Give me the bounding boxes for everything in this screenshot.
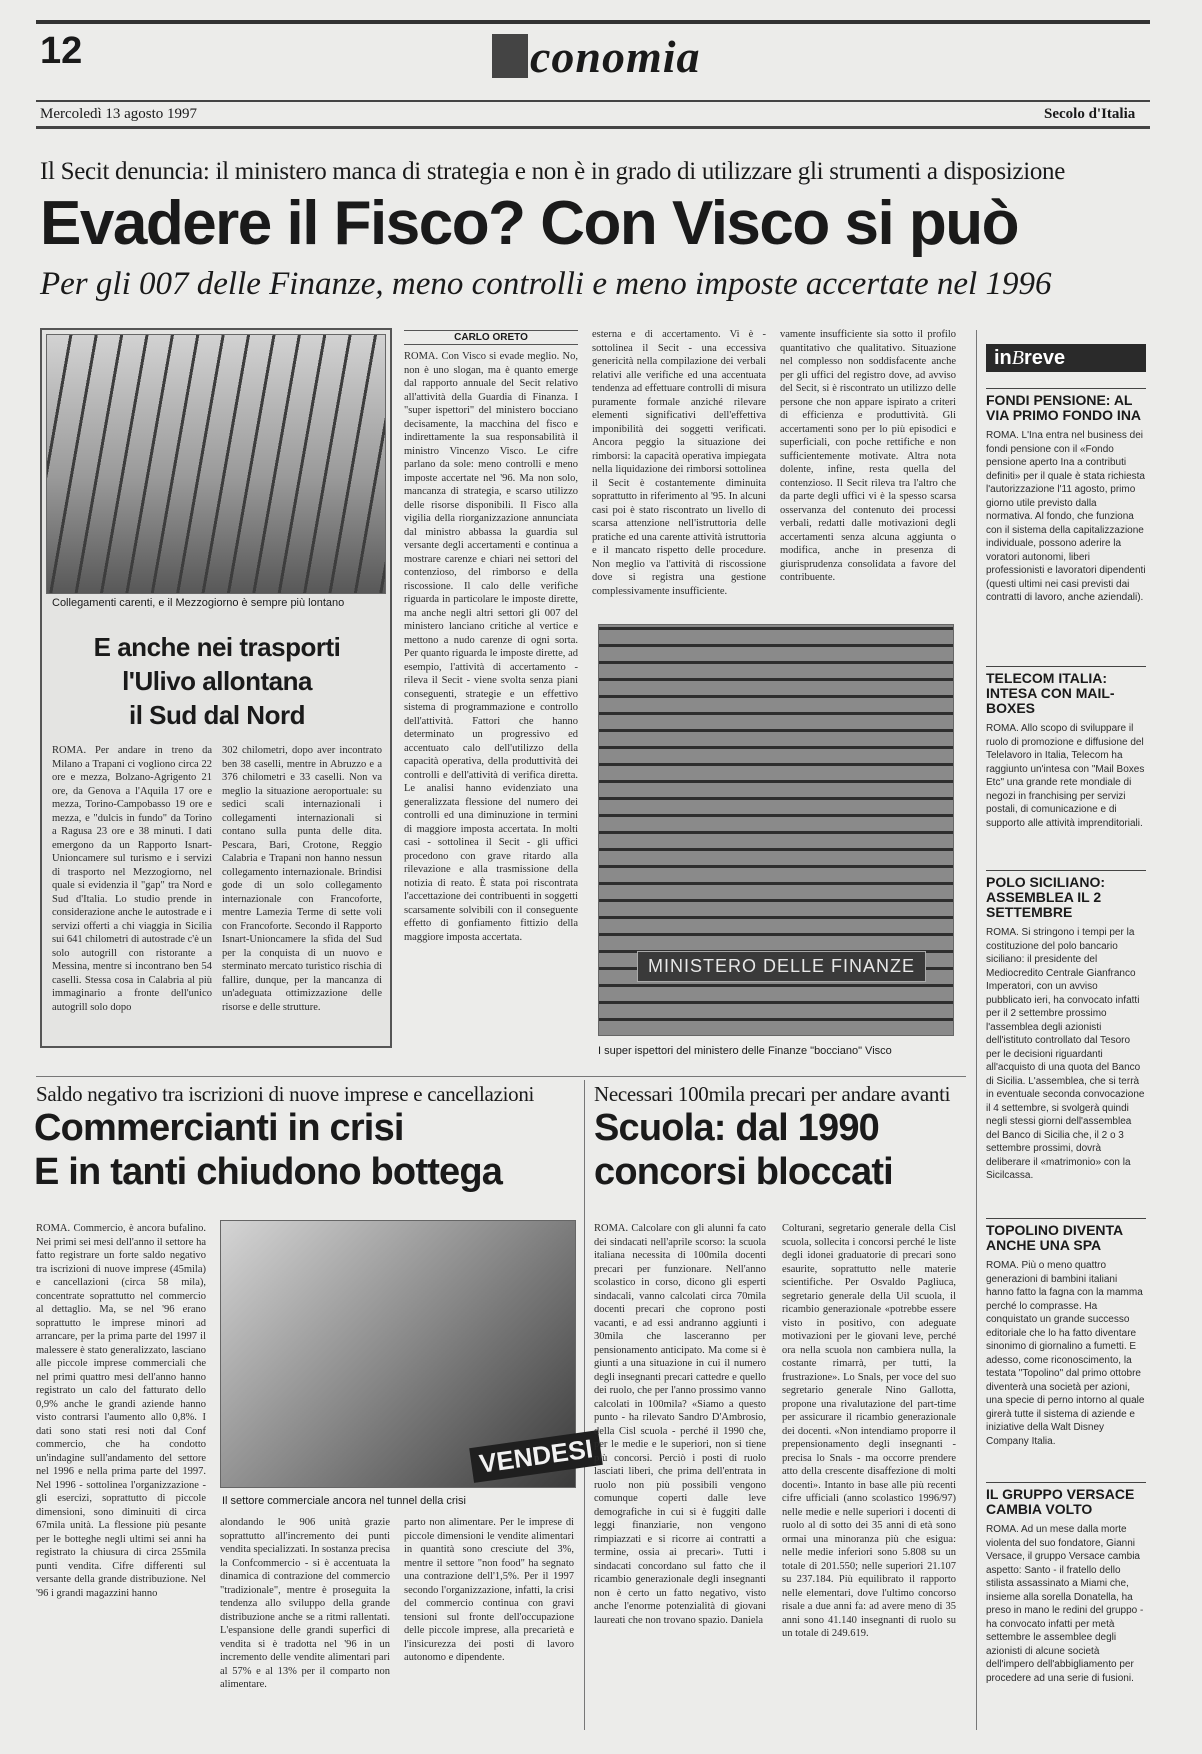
- masthead-rule: [36, 100, 1150, 102]
- commerce-column-3: parto non alimentare. Per le imprese di piccole dimensioni le vendite alimentari in quantità sono cresciute del 3%, mentre il settore "non food" ha segnato una contrazione dell'1,5%. Per il 1997 secondo l'organizzazione, infatti, la crisi del commercio continua con gravi tensioni sul fronte dell'occupazione delle piccole imprese, alla precarietà e l'insicurezza dei posti di lavoro autonomo e dipendente.: [404, 1517, 574, 1663]
- commerce-headline: [34, 1106, 582, 1194]
- school-headline-line-2: concorsi bloccati: [594, 1151, 893, 1193]
- brief-text: ROMA. Si stringono i tempi per la costituzione del polo bancario siciliano: il presidente del Mediocredito Centrale Gianfranco Imperatori, con un avviso pubblicato ieri, ha convocato infatti per il 2 settembre prossimo l'assemblea degli azionisti dell'istituto controllato dal Tesoro per le decisioni riguardanti all'acquisto di una quota del Banco di Sicilia. L'assemblea, che si terrà in eventuale seconda convocazione il 4 settembre, si svolgerà quindi negli stessi giorni dell'assemblea del Banco di Sicilia che, il 2 o 3 settembre prossimi, dovrà deliberare il «matrimonio» con la Sicilcassa.: [986, 927, 1145, 1181]
- commerce-column-2: alondando le 906 unità grazie soprattutto all'incremento dei punti vendita specializzati. In sostanza precisa la Confcommercio - si è accentuata la dinamica di contrazione del commercio "tradizionale", mentre è proseguita la tendenza allo sviluppo della grande distribuzione anche se a ritmi rallentati. L'espansione delle grandi superfici di vendita si è tradotta nel '96 in un incremento delle vendite alimentari pari al 57% e al 13% per il comparto non alimentare.: [220, 1517, 390, 1690]
- transport-box: [40, 328, 392, 1048]
- briefs-title-rest: reve: [1024, 347, 1066, 369]
- brief-item: [986, 870, 1146, 1238]
- transport-headline: [52, 630, 382, 732]
- brief-text: ROMA. Più o meno quattro generazioni di bambini italiani hanno fatto la fagna con la mamma perché lo comprasse. Ha conquistato un grande successo editoriale che lo ha fatto diventare sinonimo di giornalino a fumetti. E adesso, come riconoscimento, la testata "Topolino" dal primo ottobre diventerà una società per azioni, una specie di perno intorno al quale girerà tutte il sistema di aziende e iniziative della Walt Disney Company Italia.: [986, 1260, 1145, 1447]
- section-title-rest: conomia: [530, 31, 701, 82]
- transport-headline-line-3: il Sud dal Nord: [129, 700, 305, 730]
- shop-sign: [471, 1433, 601, 1479]
- transport-headline-line-2: l'Ulivo allontana: [122, 666, 312, 696]
- transport-photo-caption: Collegamenti carenti, e il Mezzogiorno è sempre più lontano: [52, 597, 345, 609]
- lower-column-divider: [584, 1080, 585, 1730]
- brief-headline: TELECOM ITALIA: INTESA CON MAIL-BOXES: [986, 666, 1146, 716]
- commerce-headline-line-1: Commercianti in crisi: [34, 1107, 404, 1149]
- brief-item: [986, 1218, 1146, 1469]
- school-headline-line-1: Scuola: dal 1990: [594, 1107, 880, 1149]
- briefs-title-prefix: in: [994, 347, 1012, 369]
- brief-headline: IL GRUPPO VERSACE CAMBIA VOLTO: [986, 1482, 1146, 1517]
- lead-subhead: Per gli 007 delle Finanze, meno controlli e meno imposte accertate nel 1996: [40, 266, 1052, 302]
- top-rule: [36, 20, 1150, 24]
- ministry-plaque: MINISTERO DELLE FINANZE: [637, 951, 926, 982]
- school-column-1: ROMA. Calcolare con gli alunni fa cato dei sindacati nell'aprile scorso: la scuola italiana necessita di 100mila docenti precari per funzionare. Nell'anno scolastico in corso, dicono gli esperti sindacali, vanno calcolati circa 70mila docenti precari che coprono posti vacanti, e ad essi andranno aggiunti i 30mila che lasceranno per pensionamento anticipato. Ma come si è giunti a una situazione in cui il numero degli insegnanti precari cattedre e quello dei ruolo, che per l'anno prossimo vanno calcolati in 100mila? «Siamo a questo punto - ha rilevato Sandro D'Ambrosio, della Cisl scuola - perché il 1990 che, per le medie e le superiori, non si tiene più concorsi. Perciò i posti di ruolo lasciati liberi, che prima dell'entrata in ruolo non più possibili vengono comunque coperti dalle leve demografiche in cui si è fuggiti dalle leggi finanziarie, non vengono rimpiazzati e si ricorre ai contratti a termine, ossia ai precari». Tutti i sindacati concordano sul fatto che il ricambio generazionale degli insegnanti non è certo un fatto negativo, visto anche l'enorme potenzialità di giovani laureati che non trovano spazio. Daniela: [594, 1223, 766, 1626]
- lower-section-rule: [36, 1076, 966, 1077]
- ministry-photo-caption: I super ispettori del ministero delle Finanze "bocciano" Visco: [598, 1045, 892, 1057]
- transport-column-2: 302 chilometri, dopo aver incontrato ben 38 caselli, mentre in Abruzzo e a 376 chilometri e 33 caselli. Non va meglio la situazione aeroportuale: su sedici scali internazionali i collegamenti internazionali si contano sulla punta delle dita. Pescara, Bari, Crotone, Reggio Calabria e Trapani non hanno nessun collegamento internazionale. Brindisi gode di un solo collegamento internazionale con Francoforte, mentre Lamezia Terme di sette voli con Francoforte. Secondo il Rapporto Isnart-Unioncamere la sfida del Sud per la conquista di un nuovo e sterminato mercato turistico rischia di fallire, dunque, per la mancanza di un'adeguata ottimizzazione delle risorse e delle strutture.: [222, 745, 382, 1013]
- section-initial-block: [492, 34, 528, 78]
- briefs-title-initial: B: [1011, 347, 1024, 369]
- school-column-2: Colturani, segretario generale della Cisl scuola, sollecita i concorsi perché le liste degli idonei graduatorie di precari sono esaurite, soprattutto nelle materie scientifiche. Per Osvaldo Pagliuca, segretario generale della Uil scuola, il ricambio generazionale «potrebbe essere visto in positivo, con adeguate motivazioni per le giovani leve, perché ora nella scuola non cambiera nulla, la costante rimarrà, per tutti, la frustrazione». Lo Snals, per voce del suo segretario generale Nino Gallotta, propone una rivalutazione del part-time per assicurare il ricambio generazionale dei docenti. «Non intendiamo proporre il prepensionamento degli insegnanti - precisa lo Snals - ma occorre prendere atto della crescente disaffezione di molti docenti». Intanto in base alle più recenti cifre ufficiali (anno scolastico 1996/97) nelle medie e nelle superiori i docenti di ruolo al di sotto dei 35 anni di età sono ormai una minoranza più che esigua: nelle medie inferiori sono 5.808 su un totale di 201.550; nelle superiori 21.107 su 237.184. Più equilibrato il rapporto nelle elementari, dove l'ultimo concorso risale a due anni fa: ad avere meno di 35 anni sono 41.140 insegnanti di ruolo su un totale di 249.619.: [782, 1223, 956, 1639]
- lead-column-2: esterna e di accertamento. Vi è - sottolinea il Secit - una eccessiva genericità nella compilazione dei verbali relativi alle verifiche ed una accentuata tendenza ad effettuare controlli di misura puramente formale anziché rilevare elementi significativi dell'effettiva imponibilità dei soggetti verificati. Ancora peggio la situazione dei rimborsi: la capacità operativa impiegata nella liquidazione dei rimborsi sottolinea il Secit è costantemente diminuita soprattutto in riferimento al '95. In alcuni casi poi è stato riscontrato un livello di scarsa attenzione nell'istruttoria delle pratiche ed una carente attività istruttoria e il mancato rispetto delle procedure. Non meglio va l'attività di riscossione dove si registra una gestione complessivamente insufficiente.: [592, 329, 766, 597]
- page-number: 12: [40, 30, 83, 72]
- transport-column-1: ROMA. Per andare in treno da Milano a Trapani ci vogliono circa 22 ore e mezza, Bolzano-Agrigento 21 ore, da Genova a l'Aquila 17 ore e mezza, Torino-Campobasso 19 ore e mezza, e "dulcis in fundo" da Torino a Ragusa 23 ore e 38 minuti. I dati emergono da un Rapporto Isnart-Unioncamere sul turismo e i servizi di trasporto nel Mezzogiorno, nel quale si evidenzia il "gap" tra Nord e Sud d'Italia. Lo studio prende in considerazione anche le autostrade e i servizi offerti a chi viaggia in Sicilia sui 641 chilometri di autostrade c'è un solo autogrill con ristorante a Messina, mentre si incontrano ben 54 caselli. Stessa cosa in Calabria al più immaginario a fronte dell'unico autogrill solo dopo: [52, 745, 212, 1013]
- lead-kicker: Il Secit denuncia: il ministero manca di strategia e non è in grado di utilizzare gli strumenti a disposizione: [40, 158, 1066, 185]
- lead-column-3: vamente insufficiente sia sotto il profilo quantitativo che qualitativo. Situazione nel complesso non soddisfacente anche per gli uffici del registro dove, ad avviso del Secit, si è riscontrato un utilizzo delle persone che non appare ispirato a criteri di efficienza e produttività. Gli accertamenti sono per lo più episodici e superficiali, con poche rettifiche e non sufficientemente motivate. Altra nota dolente, infine, resta quella del contenzioso. Il Secit rileva tra l'altro che da parte degli uffici vi è la spesso scarsa osservanza del contenuto dei processi verbali, redatti dalle motivazioni degli accertamenti senza alcuna aggiunta o modifica, anche in presenza di giurisprudenza consolidata a favore del contribuente.: [780, 329, 956, 583]
- brief-headline: POLO SICILIANO: ASSEMBLEA IL 2 SETTEMBRE: [986, 870, 1146, 920]
- brief-text: ROMA. Ad un mese dalla morte violenta del suo fondatore, Gianni Versace, il gruppo Versace cambia aspetto: Santo - il fratello dello stilista assassinato a Miami che, insieme alla sorella Donatella, ha preso in mano le redini del gruppo - ha convocato infatti per metà settembre le assemblee degli azionisti di alcune società dell'impero dell'abbigliamento per procedere ad una serie di fusioni.: [986, 1524, 1144, 1684]
- brief-headline: FONDI PENSIONE: AL VIA PRIMO FONDO INA: [986, 388, 1146, 423]
- briefs-title: [986, 344, 1146, 372]
- brief-headline: TOPOLINO DIVENTA ANCHE UNA SPA: [986, 1218, 1146, 1253]
- transport-headline-line-1: E anche nei trasporti: [93, 632, 341, 662]
- railway-photo: [46, 334, 386, 594]
- brief-item: [986, 1482, 1146, 1723]
- school-headline: [594, 1106, 970, 1194]
- school-kicker: Necessari 100mila precari per andare avanti: [594, 1082, 951, 1106]
- lead-column-1: ROMA. Con Visco si evade meglio. No, non è uno slogan, ma è quanto emerge dal rapporto annuale del Secit relativo all'attività della Guardia di Finanza. I "super ispettori" del ministero bocciano decisamente, la macchina del fisco e indirettamente la sua responsabilità il ministro Vincenzo Visco. Le cifre parlano da sole: meno controlli e meno imposte accertate nel '96. Ma non solo, mancanza di strategia, e scarso utilizzo delle risorse disponibili. Il Fisco alla vigilia della riorganizzazione annunciata dal ministro abbassa la guardia sul versante degli accertamenti e continua a mostrare carenze e chiari nei settori del contenzioso, del rimborso e della riscossione. Il calo delle verifiche riguarda in particolare le imposte dirette, ma anche negli altri settori gli 007 del ministero lanciano critiche al vertice e mettono a nudo carenze di ogni sorta. Per quanto riguarda le imposte dirette, ad esempio, l'attività di accertamento - rileva il Secit - viene svolta senza piani conseguenti, strategie e un effettivo sistema di programmazione e controllo dell'attività. Fattori che hanno determinato un progressivo ed accentuato calo dell'utilizzo della capacità operativa, della produttività dei controlli e dell'attività di verifica diretta. Le analisi hanno evidenziato una generalizzata flessione del numero dei controlli ed una diminuzione in termini di maggiore imposta accertata. In molti casi - sottolinea il Secit - gli uffici procedono con grave ritardo alla rilevazione e alla trasmissione della notizia di reato. È stata poi riscontrata l'accettazione dei contribuenti in soggetti scarsamente solvibili con il conseguente effetto di gonfiamento fittizio della maggiore imposta accertata.: [404, 351, 578, 943]
- brief-item: [986, 666, 1146, 862]
- newspaper-name: Secolo d'Italia: [1044, 106, 1136, 122]
- commerce-column-1: ROMA. Commercio, è ancora bufalino. Nei primi sei mesi dell'anno il settore ha fatto registrare un forte saldo negativo tra iscrizioni di nuove imprese (45mila) e cancellazioni (circa 58 mila), concentrate soprattutto nel commercio al dettaglio. Ma, se nel '96 erano soprattutto le imprese minori ad arrancare, per la prima parte del 1997 il malessere è stato generalizzato, lasciano alle piccole imprese commerciali che nel primi quattro mesi dell'anno hanno registrato un calo del fatturato dello 0,9% anche le grandi aziende hanno visto contrarsi l'aumento allo 0,8%. I dati sono stati resi noti dal Conf commercio, che ha condotto un'indagine sull'andamento del settore nel 1996 e nella prima parte del 1997. Nel 1996 - sottolinea l'organizzazione - gli esercizi, soprattutto di piccole dimensioni, sono diminuiti di circa 67mila unità. La flessione più pesante per le botteghe negli ultimi sei anni ha registrato la chiusura di circa 255mila punti vendita. Cifre differenti sul versante della grande distribuzione. Nel '96 i grandi magazzini hanno: [36, 1223, 206, 1599]
- brief-text: ROMA. L'Ina entra nel business dei fondi pensione con il «Fondo pensione aperto Ina a contributi definiti» per il quale è stata richiesta l'autorizzazione l'11 agosto, primo giorno utile previsto dalla normativa. Al fondo, che funziona con il sistema della capitalizzazione individuale, possono aderire la voratori autonomi, liberi professionisti e lavoratori dipendenti (questi ultimi nei casi previsti dai contratti di lavoro, anche aziendali).: [986, 430, 1146, 603]
- brief-text: ROMA. Allo scopo di sviluppare il ruolo di promozione e diffusione del Telelavoro in Italia, Telecom ha raggiunto un'intesa con "Mail Boxes Etc" una grande rete mondiale di negozi in franchising per servizi postali, di comunicazione e di supporto alle attività imprenditoriali.: [986, 723, 1145, 829]
- ministry-photo: [598, 624, 954, 1036]
- shop-sign-text: VENDESI: [469, 1430, 603, 1483]
- masthead-bottom-rule: [36, 126, 1150, 129]
- shop-photo: [220, 1220, 595, 1488]
- commerce-kicker: Saldo negativo tra iscrizioni di nuove imprese e cancellazioni: [36, 1082, 535, 1106]
- brief-item: [986, 388, 1146, 625]
- section-title: [492, 30, 701, 83]
- lead-byline: CARLO ORETO: [404, 330, 578, 345]
- lead-headline: Evadere il Fisco? Con Visco si può: [40, 189, 1019, 258]
- commerce-headline-line-2: E in tanti chiudono bottega: [34, 1151, 503, 1193]
- shop-photo-caption: Il settore commerciale ancora nel tunnel della crisi: [222, 1495, 466, 1507]
- issue-date: Mercoledì 13 agosto 1997: [40, 106, 198, 122]
